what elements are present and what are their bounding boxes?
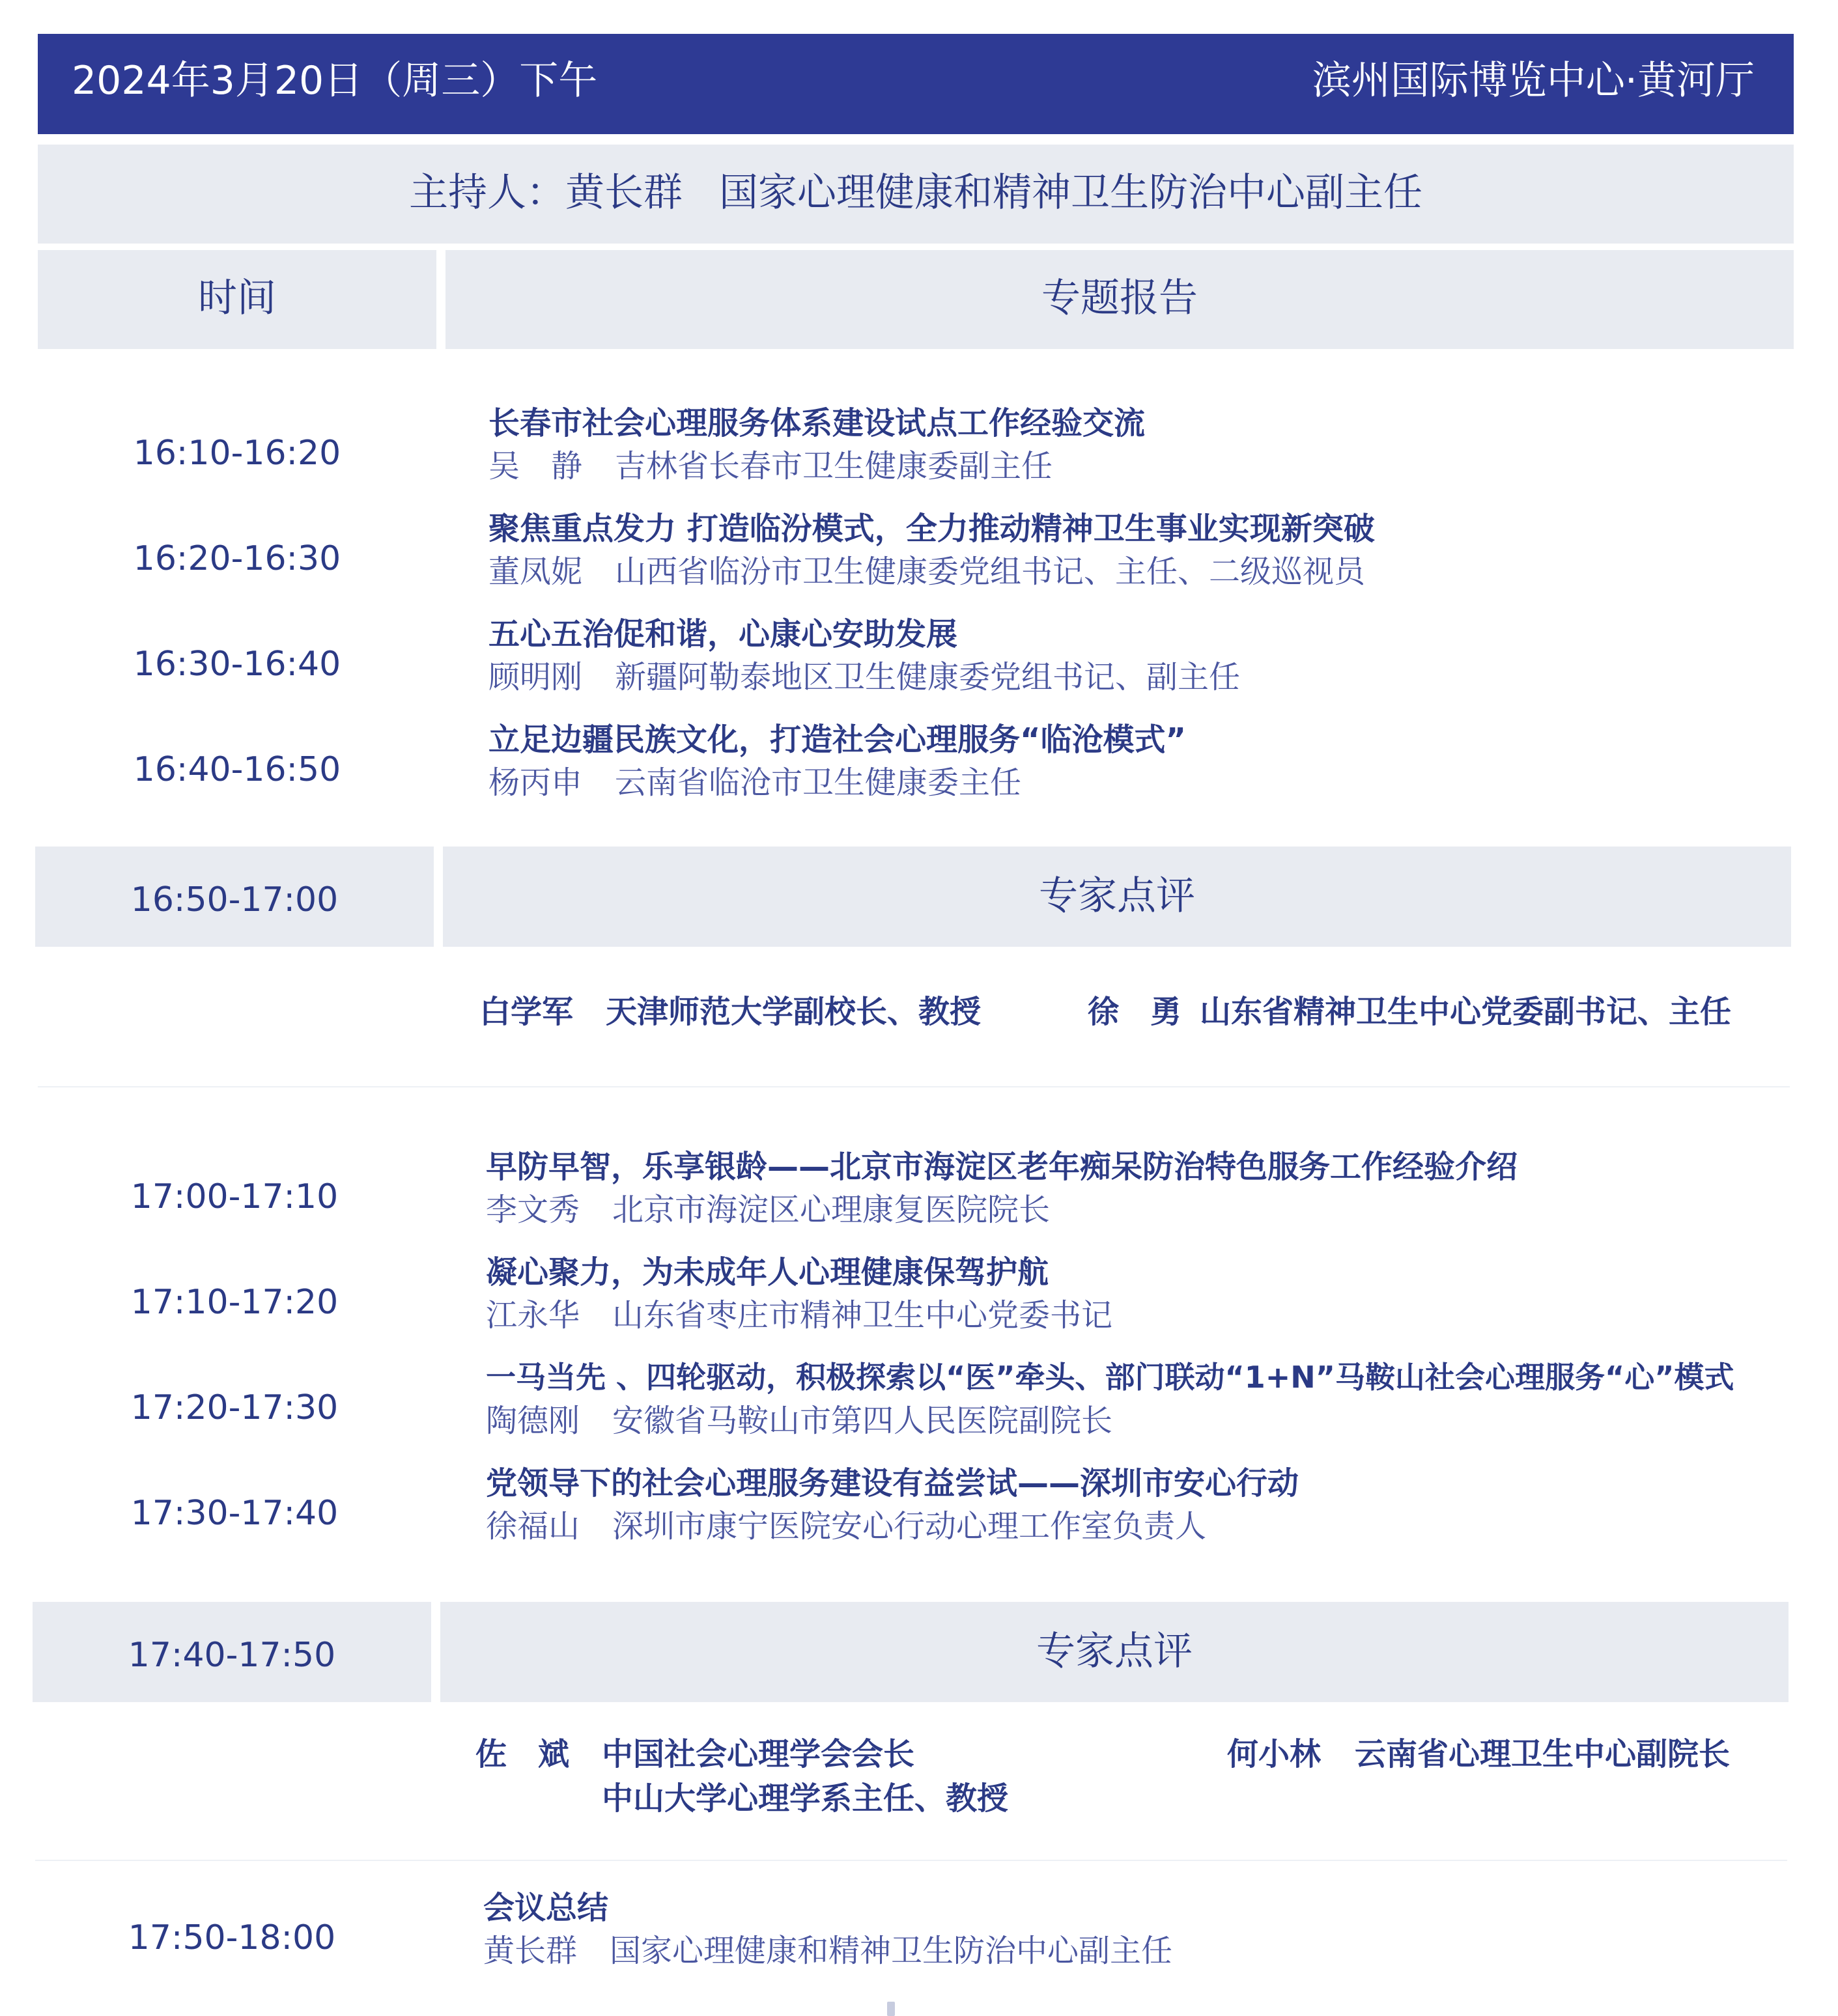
- speaker-affiliation: 深圳市康宁医院安心行动心理工作室负责人: [612, 1508, 1207, 1545]
- agenda-topic: 一马当先 、四轮驱动，积极探索以“医”牵头、部门联动“1+N”马鞍山社会心理服务“心”模式: [486, 1360, 1734, 1395]
- speaker-affiliation: 国家心理健康和精神卫生防治中心副主任: [610, 1933, 1173, 1969]
- speaker-name: 杨丙申: [488, 764, 583, 801]
- session-date: 2024年3月20日（周三）下午: [72, 58, 598, 104]
- schedule-header-bar: [38, 34, 1794, 134]
- cropped-mark: [887, 2002, 895, 2016]
- agenda-topic: 凝心聚力，为未成年人心理健康保驾护航: [486, 1254, 1049, 1291]
- agenda-topic: 聚焦重点发力 打造临汾模式，全力推动精神卫生事业实现新突破: [488, 511, 1375, 547]
- speaker-affiliation: 山西省临汾市卫生健康委党组书记、主任、二级巡视员: [615, 553, 1366, 590]
- speaker-name: 董凤妮: [488, 553, 583, 590]
- agenda-speaker: [486, 1508, 1207, 1545]
- speaker-affiliation: 安徽省马鞍山市第四人民医院副院长: [612, 1403, 1113, 1439]
- reviewer-affiliation: 云南省心理卫生中心副院长: [1355, 1736, 1731, 1772]
- review-time: 17:40-17:50: [128, 1636, 336, 1675]
- speaker-name: 吴 静: [488, 448, 583, 484]
- column-header-time: [38, 250, 436, 349]
- session-venue: 滨州国际博览中心·黄河厅: [1312, 58, 1755, 104]
- agenda-time: 17:50-18:00: [128, 1918, 336, 1957]
- agenda-speaker: [488, 764, 1022, 801]
- review-time-cell: [35, 847, 434, 947]
- agenda-topic: 立足边疆民族文化，打造社会心理服务“临沧模式”: [488, 721, 1187, 758]
- reviewer-name: 白学军: [479, 994, 574, 1030]
- host-line: [38, 170, 1794, 216]
- section-divider: [38, 1086, 1790, 1087]
- agenda-speaker: [488, 553, 1366, 590]
- reviewer: [479, 996, 981, 1028]
- speaker-name: 顾明刚: [488, 659, 583, 695]
- speaker-name: 黄长群: [483, 1933, 578, 1969]
- host-row: [38, 145, 1794, 244]
- reviewer-affiliation: 中国社会心理学会会长: [602, 1736, 915, 1772]
- review-title: 专家点评: [1036, 1629, 1193, 1674]
- reviewer: [475, 1736, 915, 1772]
- agenda-speaker: [486, 1403, 1113, 1439]
- agenda-speaker: [483, 1935, 1172, 1967]
- agenda-time: 16:10-16:20: [133, 434, 341, 473]
- reviewer-name: 徐 勇: [1088, 994, 1182, 1030]
- agenda-time: 17:10-17:20: [130, 1283, 339, 1322]
- speaker-name: 江永华: [486, 1297, 580, 1334]
- agenda-topic: 党领导下的社会心理服务建设有益尝试——深圳市安心行动: [486, 1465, 1299, 1502]
- agenda-time: 16:30-16:40: [133, 645, 341, 684]
- agenda-topic: 长春市社会心理服务体系建设试点工作经验交流: [488, 405, 1146, 441]
- agenda-speaker: [488, 659, 1241, 695]
- agenda-speaker: [486, 1192, 1051, 1228]
- agenda-time: 17:30-17:40: [130, 1494, 339, 1533]
- speaker-name: 徐福山: [486, 1508, 580, 1545]
- review-time: 16:50-17:00: [130, 880, 339, 919]
- agenda-speaker: [486, 1297, 1113, 1334]
- reviewer-affiliation-secondary: 中山大学心理学系主任、教授: [602, 1780, 1009, 1817]
- agenda-topic: 五心五治促和谐，心康心安助发展: [488, 616, 958, 652]
- column-header-topic: [445, 250, 1794, 349]
- reviewer-name: 佐 斌: [475, 1736, 570, 1772]
- host-label: 主持人：: [409, 170, 565, 216]
- reviewer-affiliation: 山东省精神卫生中心党委副书记、主任: [1200, 994, 1732, 1030]
- agenda-time: 16:20-16:30: [133, 539, 341, 578]
- review-title: 专家点评: [1039, 873, 1195, 919]
- reviewer-name: 何小林: [1227, 1736, 1322, 1772]
- review-title-cell: [440, 1602, 1789, 1702]
- speaker-affiliation: 吉林省长春市卫生健康委副主任: [615, 448, 1053, 484]
- agenda-topic: 会议总结: [483, 1890, 609, 1926]
- speaker-affiliation: 山东省枣庄市精神卫生中心党委书记: [612, 1297, 1113, 1334]
- host-name: 黄长群: [565, 170, 683, 216]
- speaker-affiliation: 云南省临沧市卫生健康委主任: [615, 764, 1022, 801]
- agenda-topic: 早防早智，乐享银龄——北京市海淀区老年痴呆防治特色服务工作经验介绍: [486, 1149, 1518, 1185]
- agenda-time: 16:40-16:50: [133, 750, 341, 789]
- column-header-time-label: 时间: [198, 275, 276, 321]
- review-title-cell: [443, 847, 1791, 947]
- column-header-topic-label: 专题报告: [1041, 275, 1198, 321]
- host-title: 国家心理健康和精神卫生防治中心副主任: [719, 170, 1422, 216]
- speaker-name: 陶德刚: [486, 1403, 580, 1439]
- agenda-time: 17:00-17:10: [130, 1177, 339, 1216]
- speaker-affiliation: 北京市海淀区心理康复医院院长: [612, 1192, 1051, 1228]
- agenda-speaker: [488, 448, 1053, 484]
- reviewer-affiliation: 天津师范大学副校长、教授: [606, 994, 982, 1030]
- review-time-cell: [33, 1602, 431, 1702]
- reviewer: [1088, 996, 1731, 1028]
- agenda-time: 17:20-17:30: [130, 1388, 339, 1427]
- section-divider: [35, 1860, 1787, 1861]
- speaker-affiliation: 新疆阿勒泰地区卫生健康委党组书记、副主任: [615, 659, 1241, 695]
- reviewer: [1227, 1736, 1731, 1772]
- speaker-name: 李文秀: [486, 1192, 580, 1228]
